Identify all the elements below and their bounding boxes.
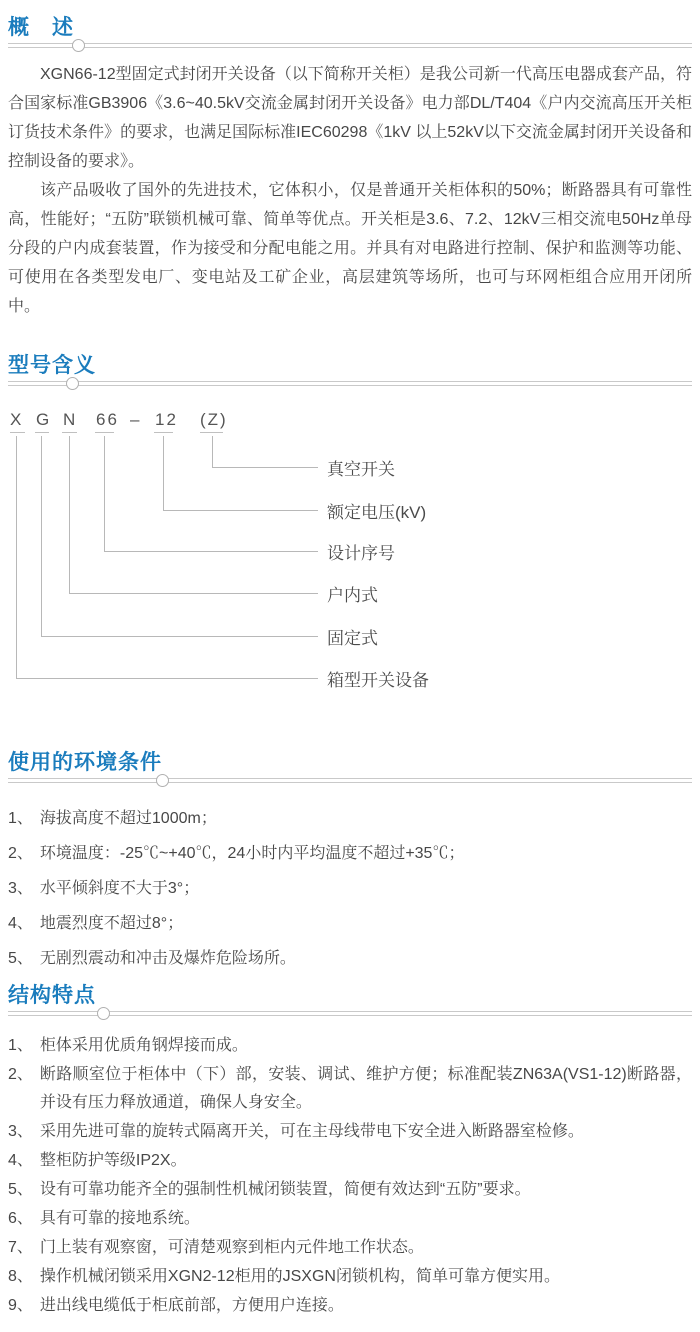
section-title-features: 结构特点: [8, 984, 96, 1007]
code-tick: [10, 432, 25, 433]
divider-knob-icon: [156, 774, 169, 787]
model-code-char: –: [130, 410, 142, 429]
leader-line: [163, 436, 164, 510]
model-code-label: 固定式: [327, 629, 378, 648]
item-text: 水平倾斜度不大于3°；: [39, 880, 200, 897]
code-tick: [154, 432, 173, 433]
model-code-label: 额定电压(kV): [327, 503, 427, 522]
leader-line: [16, 436, 17, 678]
list-item: [8, 1205, 692, 1233]
list-item: [8, 1147, 692, 1175]
divider-knob-icon: [72, 39, 85, 52]
list-item: [8, 1061, 692, 1117]
leader-line: [212, 436, 213, 467]
model-code-char: X: [10, 410, 24, 429]
leader-line: [163, 510, 318, 511]
model-code-char: G: [36, 410, 52, 429]
model-code-char: 12: [155, 410, 178, 429]
item-number: 1、: [8, 810, 33, 827]
item-number: 4、: [8, 1152, 33, 1169]
item-text: 设有可靠功能齐全的强制性机械闭锁装置，简便有效达到“五防”要求。: [39, 1181, 531, 1198]
model-code-label: 设计序号: [327, 544, 395, 563]
leader-line: [16, 678, 318, 679]
leader-line: [104, 436, 105, 551]
list-item: [8, 876, 692, 902]
item-number: 2、: [8, 1066, 33, 1083]
item-number: 1、: [8, 1037, 33, 1054]
model-code-char: N: [63, 410, 78, 429]
overview-paragraph: 该产品吸收了国外的先进技术，它体积小，仅是普通开关柜体积的50%；断路器具有可靠性高，性能好；“五防”联锁机械可靠、简单等优点。开关柜是3.6、7.2、12kV三相交流电50Hz单母分段的户内成套装置，作为接受和分配电能之用。并具有对电路进行控制、保护和监测等功能、可使用在各类型发电厂、变电站及工矿企业，高层建筑等场所，也可与环网柜组合应用开闭所中。: [8, 182, 692, 315]
divider-knob-icon: [97, 1007, 110, 1020]
item-text: 断路顺室位于柜体中（下）部，安装、调试、维护方便；标准配装ZN63A(VS1-12)断路器，并设有压力释放通道，确保人身安全。: [39, 1066, 692, 1111]
overview-paragraph: XGN66-12型固定式封闭开关设备（以下简称开关柜）是我公司新一代高压电器成套产品，符合国家标准GB3906《3.6~40.5kV交流金属封闭开关设备》电力部DL/T404《户内交流高压开关柜订货技术条件》的要求，也满足国际标准IEC60298《1kV 以上52kV以下交流金属封闭开关设备和控制设备的要求》。: [8, 66, 692, 170]
model-code-char: 66: [96, 410, 119, 429]
list-item: [8, 841, 692, 867]
list-item: [8, 1032, 692, 1060]
item-number: 9、: [8, 1297, 33, 1314]
item-number: 3、: [8, 1123, 33, 1140]
section-title-overview: 概 述: [8, 16, 74, 39]
leader-line: [69, 593, 318, 594]
code-tick: [35, 432, 49, 433]
list-item: [8, 1292, 692, 1320]
overview-body: [8, 60, 692, 321]
list-item: [8, 911, 692, 937]
divider-knob-icon: [66, 377, 79, 390]
item-text: 环境温度：-25℃~+40℃，24小时内平均温度不超过+35℃；: [39, 845, 465, 862]
leader-line: [69, 436, 70, 593]
list-item: [8, 806, 692, 832]
item-text: 柜体采用优质角钢焊接而成。: [39, 1037, 248, 1054]
section-divider: [8, 381, 692, 386]
code-tick: [200, 432, 223, 433]
item-number: 5、: [8, 950, 33, 967]
list-item: [8, 1263, 692, 1291]
item-text: 进出线电缆低于柜底前部，方便用户连接。: [39, 1297, 344, 1314]
environment-list: [8, 806, 692, 972]
leader-line: [212, 467, 318, 468]
list-item: [8, 1176, 692, 1204]
item-text: 海拔高度不超过1000m；: [39, 810, 217, 827]
model-code-label: 箱型开关设备: [327, 671, 429, 690]
model-code-label: 真空开关: [327, 460, 395, 479]
item-text: 无剧烈震动和冲击及爆炸危险场所。: [39, 950, 296, 967]
leader-line: [41, 636, 318, 637]
leader-line: [104, 551, 318, 552]
model-code-char: (Z): [200, 410, 228, 429]
section-title-model-meaning: 型号含义: [8, 354, 96, 377]
item-number: 5、: [8, 1181, 33, 1198]
item-text: 地震烈度不超过8°；: [39, 915, 184, 932]
list-item: [8, 946, 692, 972]
list-item: [8, 1234, 692, 1262]
section-divider: [8, 778, 692, 783]
features-list: [8, 1032, 692, 1320]
section-divider: [8, 1011, 692, 1016]
model-code-diagram: [8, 410, 692, 690]
item-number: 4、: [8, 915, 33, 932]
section-title-environment: 使用的环境条件: [8, 751, 162, 774]
item-text: 采用先进可靠的旋转式隔离开关，可在主母线带电下安全进入断路器室检修。: [39, 1123, 584, 1140]
code-tick: [95, 432, 114, 433]
model-code-label: 户内式: [327, 586, 378, 605]
item-text: 门上装有观察窗，可清楚观察到柜内元件地工作状态。: [39, 1239, 424, 1256]
item-text: 操作机械闭锁采用XGN2-12柜用的JSXGN闭锁机构，简单可靠方便实用。: [39, 1268, 560, 1285]
item-number: 6、: [8, 1210, 33, 1227]
item-number: 7、: [8, 1239, 33, 1256]
item-text: 具有可靠的接地系统。: [39, 1210, 200, 1227]
code-tick: [62, 432, 77, 433]
item-text: 整柜防护等级IP2X。: [39, 1152, 187, 1169]
list-item: [8, 1118, 692, 1146]
leader-line: [41, 436, 42, 636]
section-divider: [8, 43, 692, 48]
item-number: 8、: [8, 1268, 33, 1285]
item-number: 2、: [8, 845, 33, 862]
item-number: 3、: [8, 880, 33, 897]
